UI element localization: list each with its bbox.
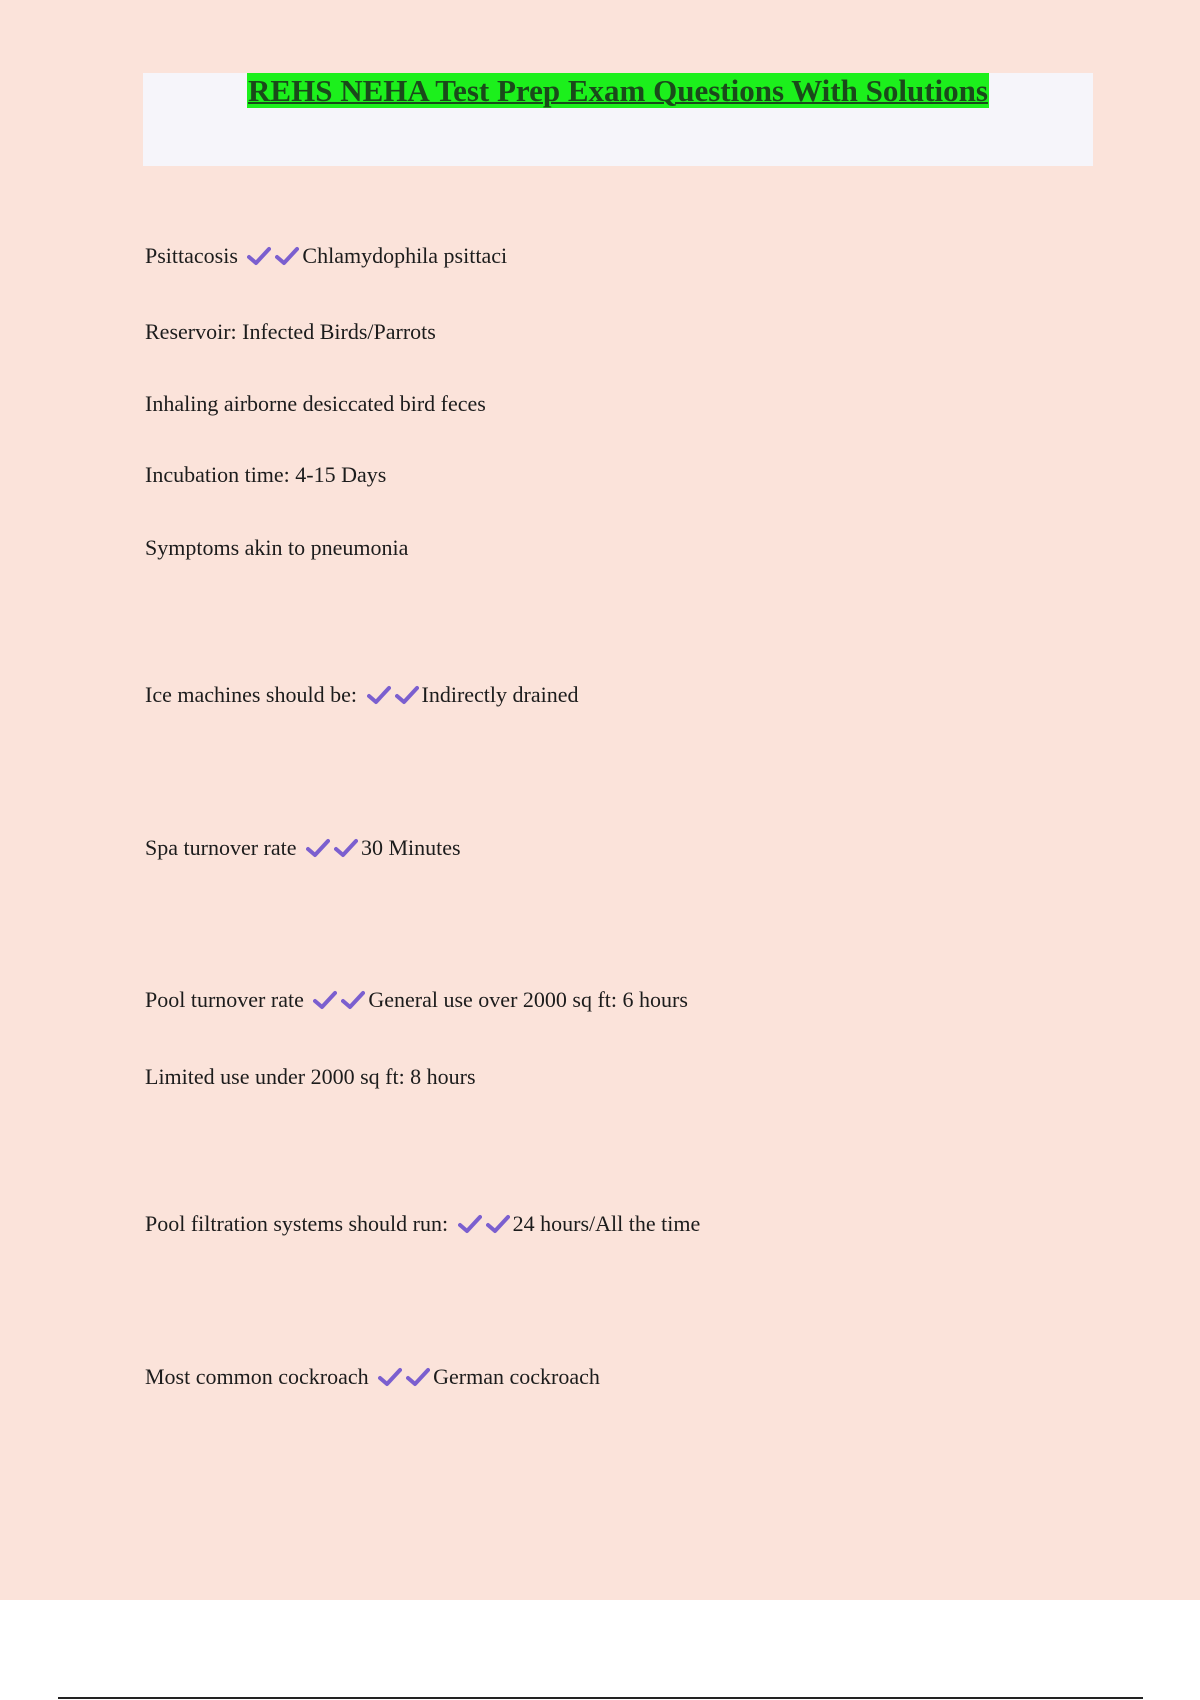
question-text: Ice machines should be: — [145, 682, 357, 707]
detail-line: Limited use under 2000 sq ft: 8 hours — [145, 1064, 476, 1089]
checkmark-icon — [378, 1367, 402, 1387]
title-banner — [143, 73, 1093, 166]
answer-text: German cockroach — [433, 1364, 600, 1389]
footer-divider — [58, 1697, 1143, 1699]
detail-line: Inhaling airborne desiccated bird feces — [145, 391, 486, 416]
answer-text: 30 Minutes — [361, 835, 461, 860]
question-text: Pool turnover rate — [145, 987, 304, 1012]
checkmark-icon — [395, 685, 419, 705]
checkmark-icon — [367, 685, 391, 705]
answer-text: Chlamydophila psittaci — [302, 243, 508, 268]
checkmark-icon — [486, 1214, 510, 1234]
detail-line: Incubation time: 4-15 Days — [145, 462, 387, 487]
answer-text: Indirectly drained — [421, 682, 579, 707]
qa-item-pool-turnover — [145, 987, 688, 1013]
qa-item-pool-filtration — [145, 1211, 700, 1237]
checkmark-icon — [334, 838, 358, 858]
checkmark-icon — [313, 990, 337, 1010]
answer-text: 24 hours/All the time — [512, 1211, 701, 1236]
qa-item-cockroach — [145, 1364, 600, 1390]
detail-line: Reservoir: Infected Birds/Parrots — [145, 319, 436, 344]
checkmark-icon — [275, 246, 299, 266]
checkmark-icon — [406, 1367, 430, 1387]
checkmark-icon — [458, 1214, 482, 1234]
qa-item-spa-turnover — [145, 835, 461, 861]
detail-line: Symptoms akin to pneumonia — [145, 535, 409, 560]
question-text: Spa turnover rate — [145, 835, 297, 860]
question-text: Psittacosis — [145, 243, 238, 268]
answer-text: General use over 2000 sq ft: 6 hours — [368, 987, 688, 1012]
checkmark-icon — [306, 838, 330, 858]
checkmark-icon — [247, 246, 271, 266]
qa-item-ice-machines — [145, 682, 579, 708]
checkmark-icon — [341, 990, 365, 1010]
document-title: REHS NEHA Test Prep Exam Questions With Solutions — [248, 73, 988, 108]
qa-item-psittacosis — [145, 243, 507, 269]
question-text: Pool filtration systems should run: — [145, 1211, 449, 1236]
question-text: Most common cockroach — [145, 1364, 369, 1389]
